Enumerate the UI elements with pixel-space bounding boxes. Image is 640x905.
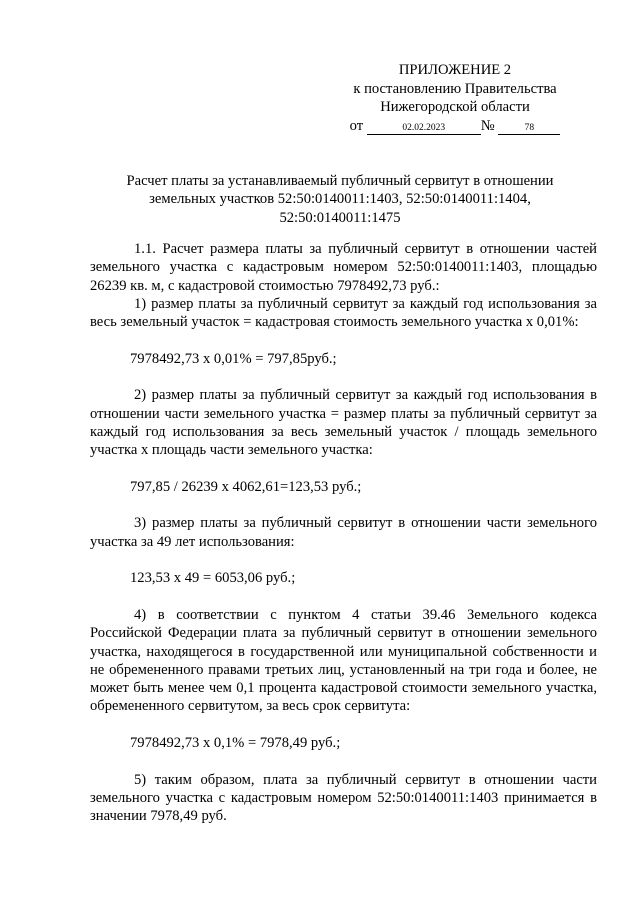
paragraph-item-4: 4) в соответствии с пунктом 4 статьи 39.46 Земельного кодекса Российской Федерации плата за публичный сервитут в отношении земельного участка, находящегося в государственной или муниципальной собственности и не обремененного правами третьих лиц, установленный на три года и более, не может быть менее чем 0,1 процента кадастровой стоимости земельного участка, обремененного сервитутом, за весь срок сервитута: <box>90 606 597 715</box>
formula-4: 7978492,73 х 0,1% = 7978,49 руб.; <box>130 735 341 752</box>
number-field <box>498 123 560 135</box>
formula-3: 123,53 х 49 = 6053,06 руб.; <box>130 570 296 587</box>
title-line-2: земельных участков 52:50:0140011:1403, 52:50:0140011:1404, <box>149 191 531 208</box>
title-line-3: 52:50:0140011:1475 <box>279 209 401 226</box>
paragraph-item-2: 2) размер платы за публичный сервитут за каждый год использования в отношении части земельного участка = размер платы за публичный сервитут за каждый год использования за весь земельный участок / площадь земельного участка х площадь части земельного участка: <box>90 387 597 459</box>
paragraph-item-3: 3) размер платы за публичный сервитут в отношении части земельного участка за 49 лет использования: <box>90 515 597 550</box>
title-line-1: Расчет платы за устанавливаемый публичный сервитут в отношении <box>126 173 554 189</box>
formula-1: 7978492,73 х 0,01% = 797,85руб.; <box>130 350 337 367</box>
paragraph-item-5: 5) таким образом, плата за публичный сервитут в отношении части земельного участка с кадастровым номером 52:50:0140011:1403 принимается в значении 7978,49 руб. <box>90 771 597 825</box>
appendix-date-line <box>300 117 610 136</box>
appendix-header <box>300 61 610 135</box>
date-field <box>367 123 481 135</box>
appendix-region: Нижегородской области <box>380 99 530 115</box>
number-value: 78 <box>524 122 535 133</box>
formula-2: 797,85 / 26239 х 4062,61=123,53 руб.; <box>130 478 362 495</box>
document-title <box>110 172 570 227</box>
from-label: от <box>349 117 364 134</box>
document-body <box>90 240 597 826</box>
appendix-label: ПРИЛОЖЕНИЕ 2 <box>398 62 512 78</box>
paragraph-1-1: 1.1. Расчет размера платы за публичный сервитут в отношении частей земельного участка с кадастровым номером 52:50:0140011:1403, площадью 26239 кв. м, с кадастровой стоимостью 7978492,73 руб.: <box>90 241 597 294</box>
date-value: 02.02.2023 <box>402 122 446 133</box>
paragraph-item-1: 1) размер платы за публичный сервитут за каждый год использования за весь земельный участок = кадастровая стоимость земельного участка х 0,01%: <box>90 295 597 331</box>
appendix-reference: к постановлению Правительства <box>353 80 557 97</box>
number-label: № <box>480 117 495 134</box>
